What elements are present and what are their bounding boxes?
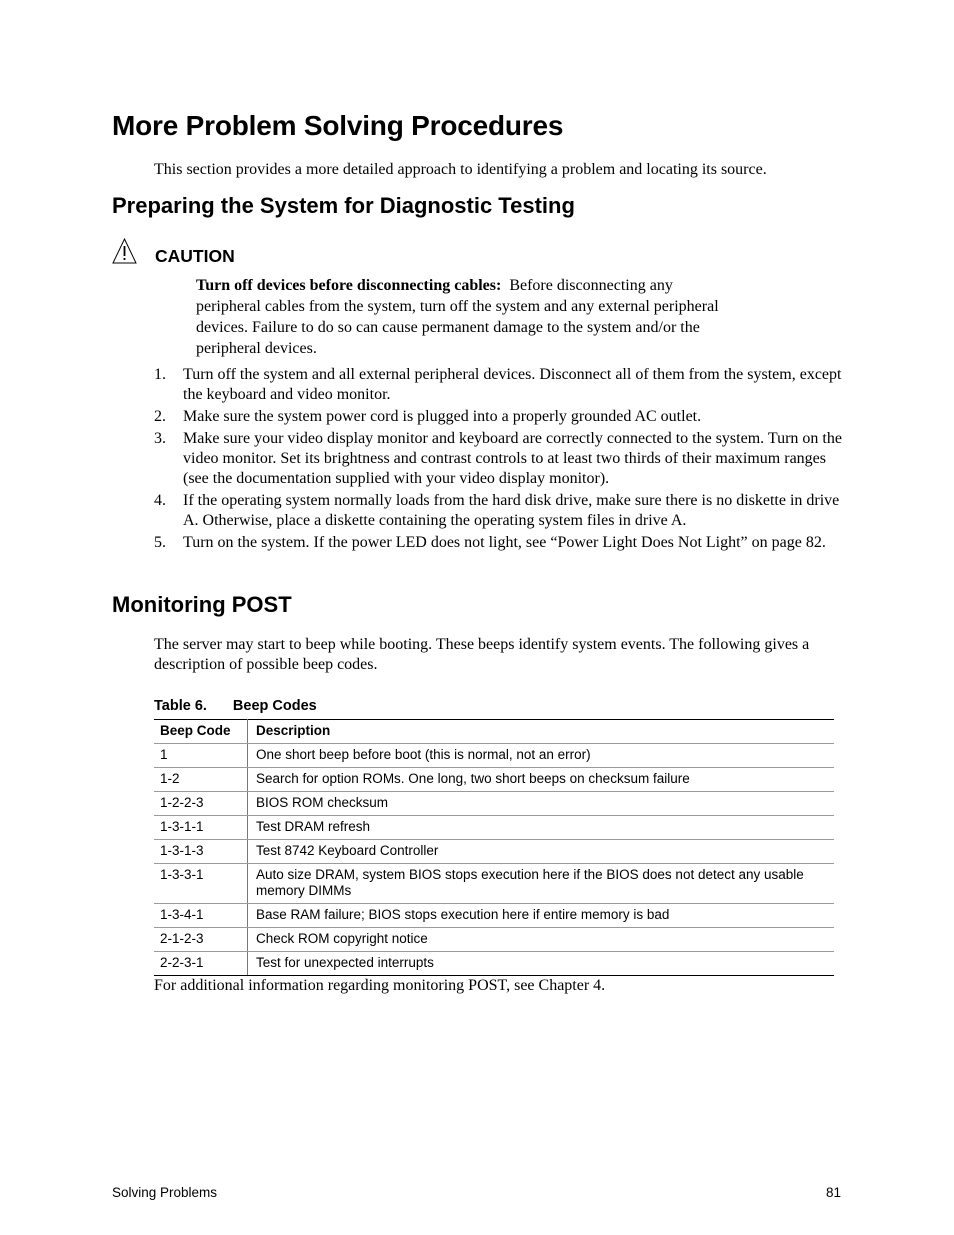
- column-header-description: Description: [248, 720, 835, 744]
- description-cell: BIOS ROM checksum: [248, 792, 835, 816]
- table-row: [154, 792, 834, 816]
- caution-text: [196, 275, 726, 359]
- description-cell: Test 8742 Keyboard Controller: [248, 840, 835, 864]
- description-cell: Test for unexpected interrupts: [248, 952, 835, 976]
- post-heading: Monitoring POST: [112, 592, 292, 617]
- step-number: 4.: [154, 492, 166, 509]
- column-header-beep-code: Beep Code: [154, 720, 248, 744]
- warning-triangle-icon: [112, 238, 137, 264]
- description-cell: Base RAM failure; BIOS stops execution here if entire memory is bad: [248, 904, 835, 928]
- list-item: [154, 365, 844, 405]
- beep-code-cell: 2-1-2-3: [154, 928, 248, 952]
- footer-page-number: 81: [825, 1185, 841, 1200]
- step-text: Make sure the system power cord is plugged into a properly grounded AC outlet.: [183, 408, 702, 425]
- step-text: Turn on the system. If the power LED does not light, see “Power Light Does Not Light” on page 82.: [183, 534, 826, 551]
- table-row: [154, 768, 834, 792]
- beep-code-cell: 1-2: [154, 768, 248, 792]
- step-text: If the operating system normally loads from the hard disk drive, make sure there is no diskette in drive A. Otherwise, place a diskette containing the operating system files in drive A.: [183, 492, 840, 529]
- table-row: [154, 952, 834, 976]
- beep-code-cell: 1-3-3-1: [154, 864, 248, 904]
- table-row: [154, 864, 834, 904]
- step-number: 1.: [154, 366, 166, 383]
- table-row: [154, 904, 834, 928]
- step-number: 5.: [154, 534, 166, 551]
- beep-code-cell: 1-3-1-3: [154, 840, 248, 864]
- list-item: [154, 429, 844, 489]
- beep-code-cell: 1-3-1-1: [154, 816, 248, 840]
- description-cell: Search for option ROMs. One long, two short beeps on checksum failure: [248, 768, 835, 792]
- description-cell: One short beep before boot (this is normal, not an error): [248, 744, 835, 768]
- table-row: [154, 928, 834, 952]
- page-title: More Problem Solving Procedures: [112, 110, 564, 141]
- table-row: [154, 840, 834, 864]
- table-row: [154, 744, 834, 768]
- beep-code-cell: 1-3-4-1: [154, 904, 248, 928]
- step-number: 2.: [154, 408, 166, 425]
- step-number: 3.: [154, 430, 166, 447]
- footer-section-name: Solving Problems: [112, 1185, 218, 1200]
- description-cell: Auto size DRAM, system BIOS stops execution here if the BIOS does not detect any usable memory DIMMs: [248, 864, 835, 904]
- list-item: [154, 491, 844, 531]
- list-item: [154, 533, 844, 553]
- table-caption-number: Table 6.: [154, 698, 207, 714]
- table-row: [154, 816, 834, 840]
- table-header-row: [154, 720, 834, 744]
- description-cell: Test DRAM refresh: [248, 816, 835, 840]
- post-paragraph: The server may start to beep while booting. These beeps identify system events. The following gives a description of possible beep codes.: [154, 636, 810, 673]
- caution-bold-lead: Turn off devices before disconnecting cables:: [196, 277, 502, 294]
- diagnostic-steps-list: [154, 365, 844, 555]
- step-text: Turn off the system and all external peripheral devices. Disconnect all of them from the system, except the keyboard and video monitor.: [183, 366, 842, 403]
- table-caption-name: Beep Codes: [232, 698, 317, 714]
- beep-code-cell: 2-2-3-1: [154, 952, 248, 976]
- caution-label: CAUTION: [155, 246, 235, 266]
- beep-code-cell: 1-2-2-3: [154, 792, 248, 816]
- caution-body: Before disconnecting any peripheral cables from the system, turn off the system and any external peripheral devices. Failure to do so can cause permanent damage to the system and/or the peripheral devices.: [196, 277, 719, 357]
- beep-code-cell: 1: [154, 744, 248, 768]
- diagnostic-heading: Preparing the System for Diagnostic Testing: [112, 193, 575, 218]
- beep-codes-table: [154, 719, 834, 976]
- description-cell: Check ROM copyright notice: [248, 928, 835, 952]
- intro-paragraph: This section provides a more detailed approach to identifying a problem and locating its source.: [154, 161, 767, 178]
- table-caption: [154, 698, 317, 714]
- list-item: [154, 407, 844, 427]
- additional-info-paragraph: For additional information regarding monitoring POST, see Chapter 4.: [154, 977, 606, 994]
- step-text: Make sure your video display monitor and keyboard are correctly connected to the system. Turn on the video monitor. Set its brightness and contrast controls to at least two thirds of their maximum ranges (see the documentation supplied with your video display monitor).: [183, 430, 842, 487]
